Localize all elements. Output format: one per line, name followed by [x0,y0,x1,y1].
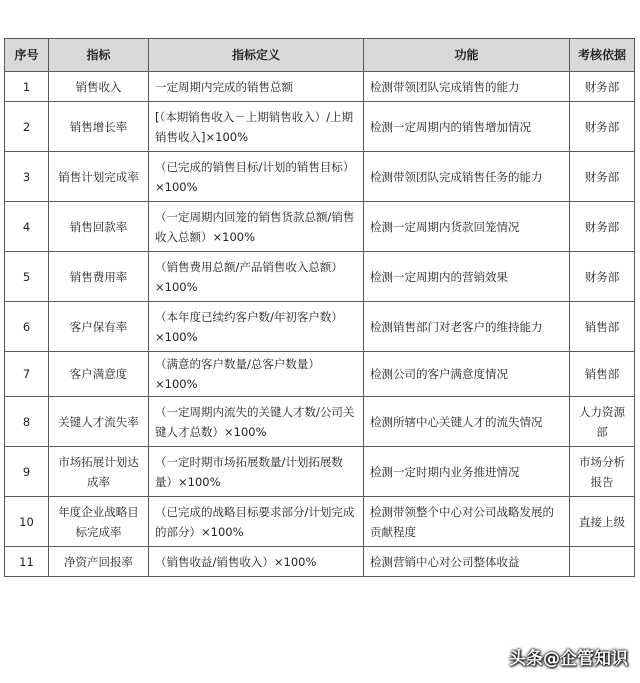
row-metric: 年度企业战略目标完成率 [49,497,149,547]
row-metric: 客户保有率 [49,302,149,352]
row-function: 检测带领团队完成销售的能力 [364,72,570,102]
row-number: 8 [5,397,49,447]
row-metric: 销售增长率 [49,102,149,152]
row-metric: 净资产回报率 [49,547,149,577]
row-definition: （已完成的销售目标/计划的销售目标）×100% [149,152,364,202]
row-basis [570,547,635,577]
row-function: 检测销售部门对老客户的维持能力 [364,302,570,352]
row-definition: 一定周期内完成的销售总额 [149,72,364,102]
row-definition: （满意的客户数量/总客户数量）×100% [149,352,364,397]
header-definition: 指标定义 [149,39,364,72]
table-row [5,202,635,252]
row-metric: 关键人才流失率 [49,397,149,447]
row-metric: 销售收入 [49,72,149,102]
row-definition: （本年度已续约客户数/年初客户数）×100% [149,302,364,352]
row-number: 6 [5,302,49,352]
table-row [5,102,635,152]
row-metric: 销售计划完成率 [49,152,149,202]
row-basis: 直接上级 [570,497,635,547]
table-row [5,497,635,547]
row-number: 5 [5,252,49,302]
kpi-table [4,38,635,577]
table-row [5,397,635,447]
table-row [5,72,635,102]
row-basis: 财务部 [570,202,635,252]
table-row [5,547,635,577]
table-row [5,302,635,352]
header-function: 功能 [364,39,570,72]
row-number: 4 [5,202,49,252]
row-number: 1 [5,72,49,102]
row-function: 检测一定周期内的销售增加情况 [364,102,570,152]
row-function: 检测营销中心对公司整体收益 [364,547,570,577]
row-number: 10 [5,497,49,547]
row-basis: 人力资源部 [570,397,635,447]
row-basis: 销售部 [570,352,635,397]
row-metric: 销售回款率 [49,202,149,252]
row-metric: 销售费用率 [49,252,149,302]
row-function: 检测带领整个中心对公司战略发展的贡献程度 [364,497,570,547]
row-number: 7 [5,352,49,397]
row-function: 检测带领团队完成销售任务的能力 [364,152,570,202]
table-row [5,152,635,202]
row-number: 9 [5,447,49,497]
row-number: 2 [5,102,49,152]
header-basis: 考核依据 [570,39,635,72]
row-number: 3 [5,152,49,202]
row-function: 检测一定周期内货款回笼情况 [364,202,570,252]
header-metric: 指标 [49,39,149,72]
row-function: 检测公司的客户满意度情况 [364,352,570,397]
table-body [5,72,635,577]
row-definition: （一定周期内流失的关键人才数/公司关键人才总数）×100% [149,397,364,447]
row-definition: （销售收益/销售收入）×100% [149,547,364,577]
row-basis: 市场分析报告 [570,447,635,497]
row-function: 检测所辖中心关键人才的流失情况 [364,397,570,447]
watermark: 头条@企管知识 [509,649,628,669]
row-basis: 财务部 [570,102,635,152]
row-basis: 财务部 [570,252,635,302]
row-definition: [（本期销售收入－上期销售收入）/上期销售收入]×100% [149,102,364,152]
row-definition: （已完成的战略目标要求部分/计划完成的部分）×100% [149,497,364,547]
row-definition: （一定时期市场拓展数量/计划拓展数量）×100% [149,447,364,497]
row-number: 11 [5,547,49,577]
table-row [5,252,635,302]
row-basis: 财务部 [570,152,635,202]
row-metric: 市场拓展计划达成率 [49,447,149,497]
row-basis: 销售部 [570,302,635,352]
row-definition: （销售费用总额/产品销售收入总额）×100% [149,252,364,302]
header-no: 序号 [5,39,49,72]
row-metric: 客户满意度 [49,352,149,397]
table-row [5,447,635,497]
table-row [5,352,635,397]
row-definition: （一定周期内回笼的销售货款总额/销售收入总额）×100% [149,202,364,252]
row-basis: 财务部 [570,72,635,102]
row-function: 检测一定周期内的营销效果 [364,252,570,302]
row-function: 检测一定时期内业务推进情况 [364,447,570,497]
header-row [5,39,635,72]
